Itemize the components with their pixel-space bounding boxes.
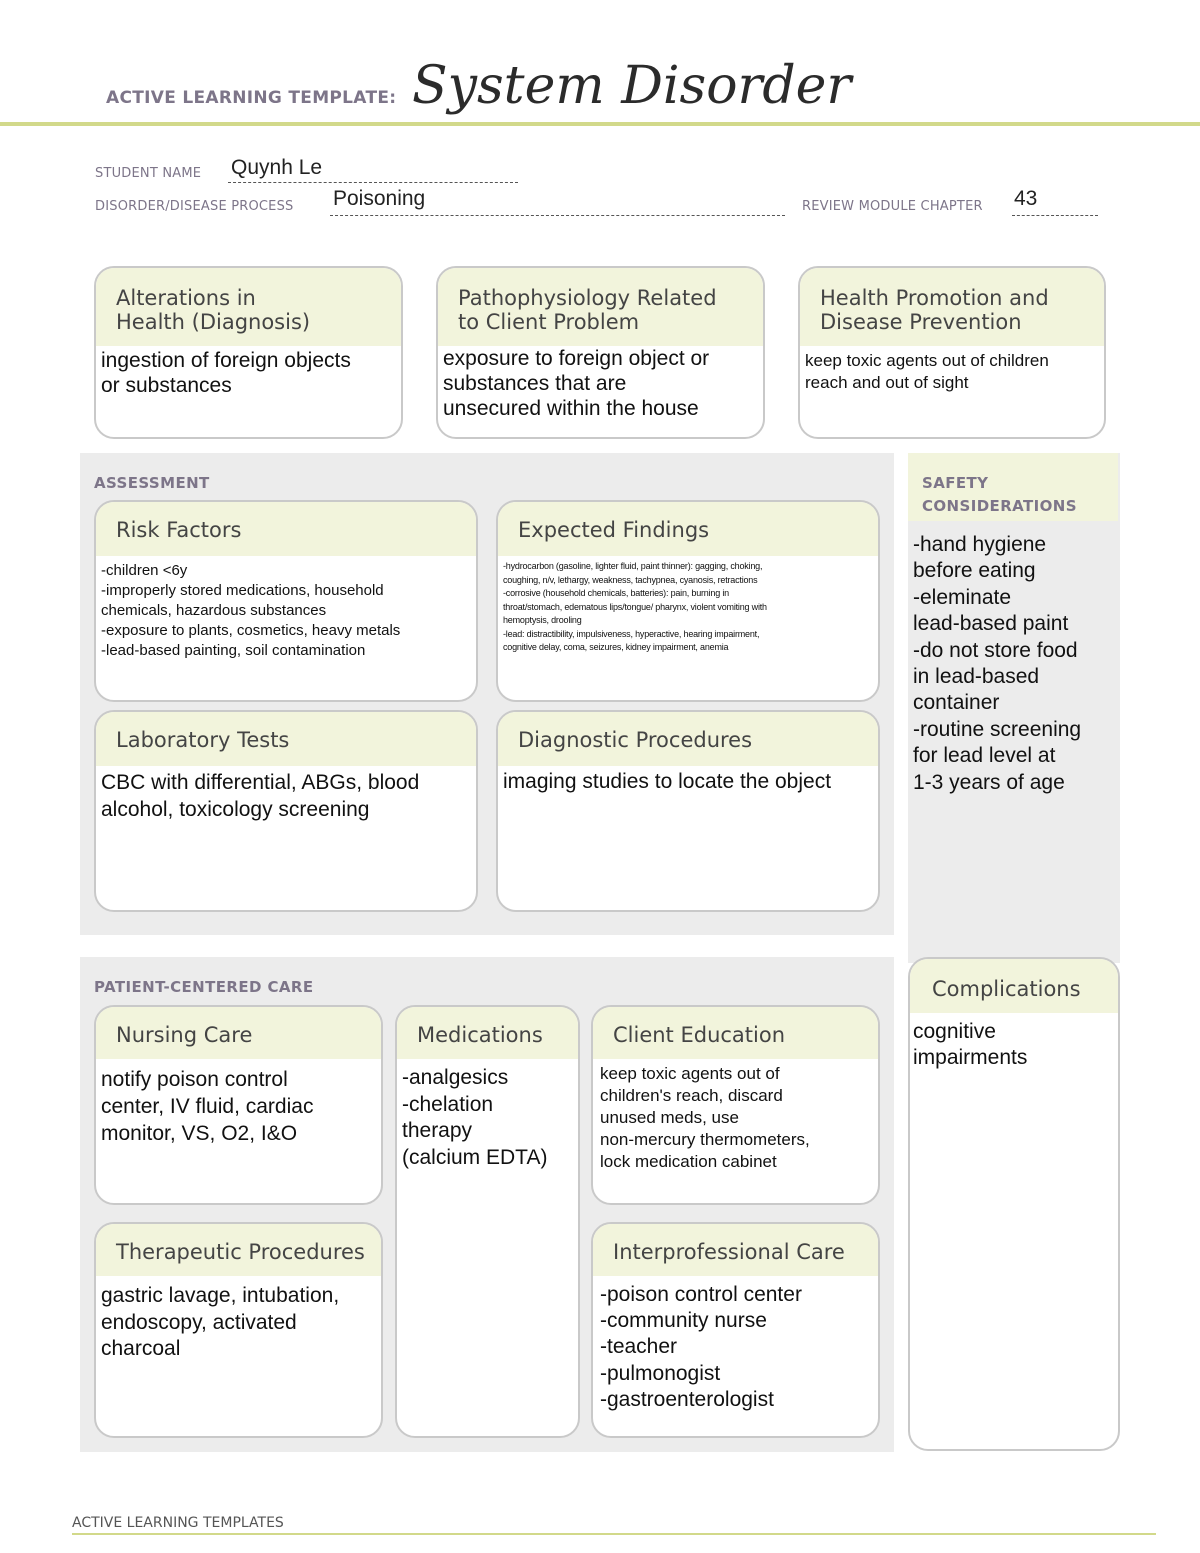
nursing-care-box [94,1005,383,1205]
disorder-value[interactable]: Poisoning [333,187,426,210]
diagnostic-procedures-box [496,710,880,912]
client-education-body[interactable]: keep toxic agents out of children's reach, discard unused meds, use non-mercury thermometers, lock medication cabinet [600,1064,810,1171]
assessment-title: ASSESSMENT [94,474,210,492]
diagnostic-procedures-body[interactable]: imaging studies to locate the object [503,770,832,793]
disorder-line [330,215,785,216]
template-title: System Disorder [412,56,852,116]
chapter-line [1012,215,1098,216]
pathophysiology-box [436,266,765,439]
therapeutic-procedures-body[interactable]: gastric lavage, intubation, endoscopy, activated charcoal [101,1284,340,1360]
client-education-title: Client Education [593,1007,878,1059]
risk-factors-box [94,500,478,702]
student-name-line [228,182,518,183]
laboratory-tests-box [94,710,478,912]
safety-title: SAFETY CONSIDERATIONS [922,474,1077,515]
health-promotion-body[interactable]: keep toxic agents out of children reach and out of sight [805,351,1049,392]
complications-title: Complications [910,959,1118,1013]
interprofessional-care-body[interactable]: -poison control center -community nurse -teacher -pulmonogist -gastroenterologist [600,1283,802,1411]
medications-body[interactable]: -analgesics -chelation therapy (calcium EDTA) [402,1066,548,1169]
pathophysiology-title: Pathophysiology Related to Client Problem [438,268,763,346]
student-name-value[interactable]: Quynh Le [231,156,323,179]
expected-findings-body[interactable]: -hydrocarbon (gasoline, lighter fluid, paint thinner): gagging, choking, coughing, n/v, lethargy, weakness, tachypnea, cyanosis, retractions -corrosive (household chemicals, batteries): pain, burning in throat/stomach, edematous lips/tongue/ pharynx, violent vomiting with hemoptysis, drooling -lead: distractibility, impulsiveness, hyperactive, hearing impairment, cognitive delay, coma, seizures, kidney impairment, anemia [503,561,767,652]
complications-box [908,957,1120,1451]
laboratory-tests-title: Laboratory Tests [96,712,476,766]
safety-body[interactable]: -hand hygiene before eating -eleminate lead-based paint -do not store food in lead-based container -routine screening for lead level at 1-3 years of age [913,533,1082,794]
nursing-care-body[interactable]: notify poison control center, IV fluid, cardiac monitor, VS, O2, I&O [101,1068,314,1145]
medications-box [395,1005,580,1438]
footer-rule [72,1533,1156,1535]
laboratory-tests-body[interactable]: CBC with differential, ABGs, blood alcohol, toxicology screening [101,771,420,821]
disorder-label: DISORDER/DISEASE PROCESS [95,199,294,214]
template-label: ACTIVE LEARNING TEMPLATE: [106,88,397,108]
complications-body[interactable]: cognitive impairments [913,1020,1028,1069]
chapter-value[interactable]: 43 [1014,187,1038,210]
risk-factors-title: Risk Factors [96,502,476,556]
interprofessional-care-title: Interprofessional Care [593,1224,878,1276]
student-name-label: STUDENT NAME [95,166,202,181]
health-promotion-box [798,266,1106,439]
expected-findings-box [496,500,880,702]
chapter-label: REVIEW MODULE CHAPTER [802,199,983,214]
risk-factors-body[interactable]: -children <6y -improperly stored medications, household chemicals, hazardous substances -exposure to plants, cosmetics, heavy metals -lead-based painting, soil contamination [101,562,401,659]
health-promotion-title: Health Promotion and Disease Prevention [800,268,1104,346]
diagnostic-procedures-title: Diagnostic Procedures [498,712,878,766]
interprofessional-care-box [591,1222,880,1438]
therapeutic-procedures-box [94,1222,383,1438]
therapeutic-procedures-title: Therapeutic Procedures [96,1224,381,1276]
footer-text: ACTIVE LEARNING TEMPLATES [72,1515,284,1531]
client-education-box [591,1005,880,1205]
header-rule [0,122,1200,126]
alterations-box [94,266,403,439]
medications-title: Medications [397,1007,578,1059]
nursing-care-title: Nursing Care [96,1007,381,1059]
patient-care-title: PATIENT-CENTERED CARE [94,978,314,996]
pathophysiology-body[interactable]: exposure to foreign object or substances that are unsecured within the house [443,347,710,420]
alterations-title: Alterations in Health (Diagnosis) [96,268,401,346]
expected-findings-title: Expected Findings [498,502,878,556]
alterations-body[interactable]: ingestion of foreign objects or substances [101,349,351,397]
